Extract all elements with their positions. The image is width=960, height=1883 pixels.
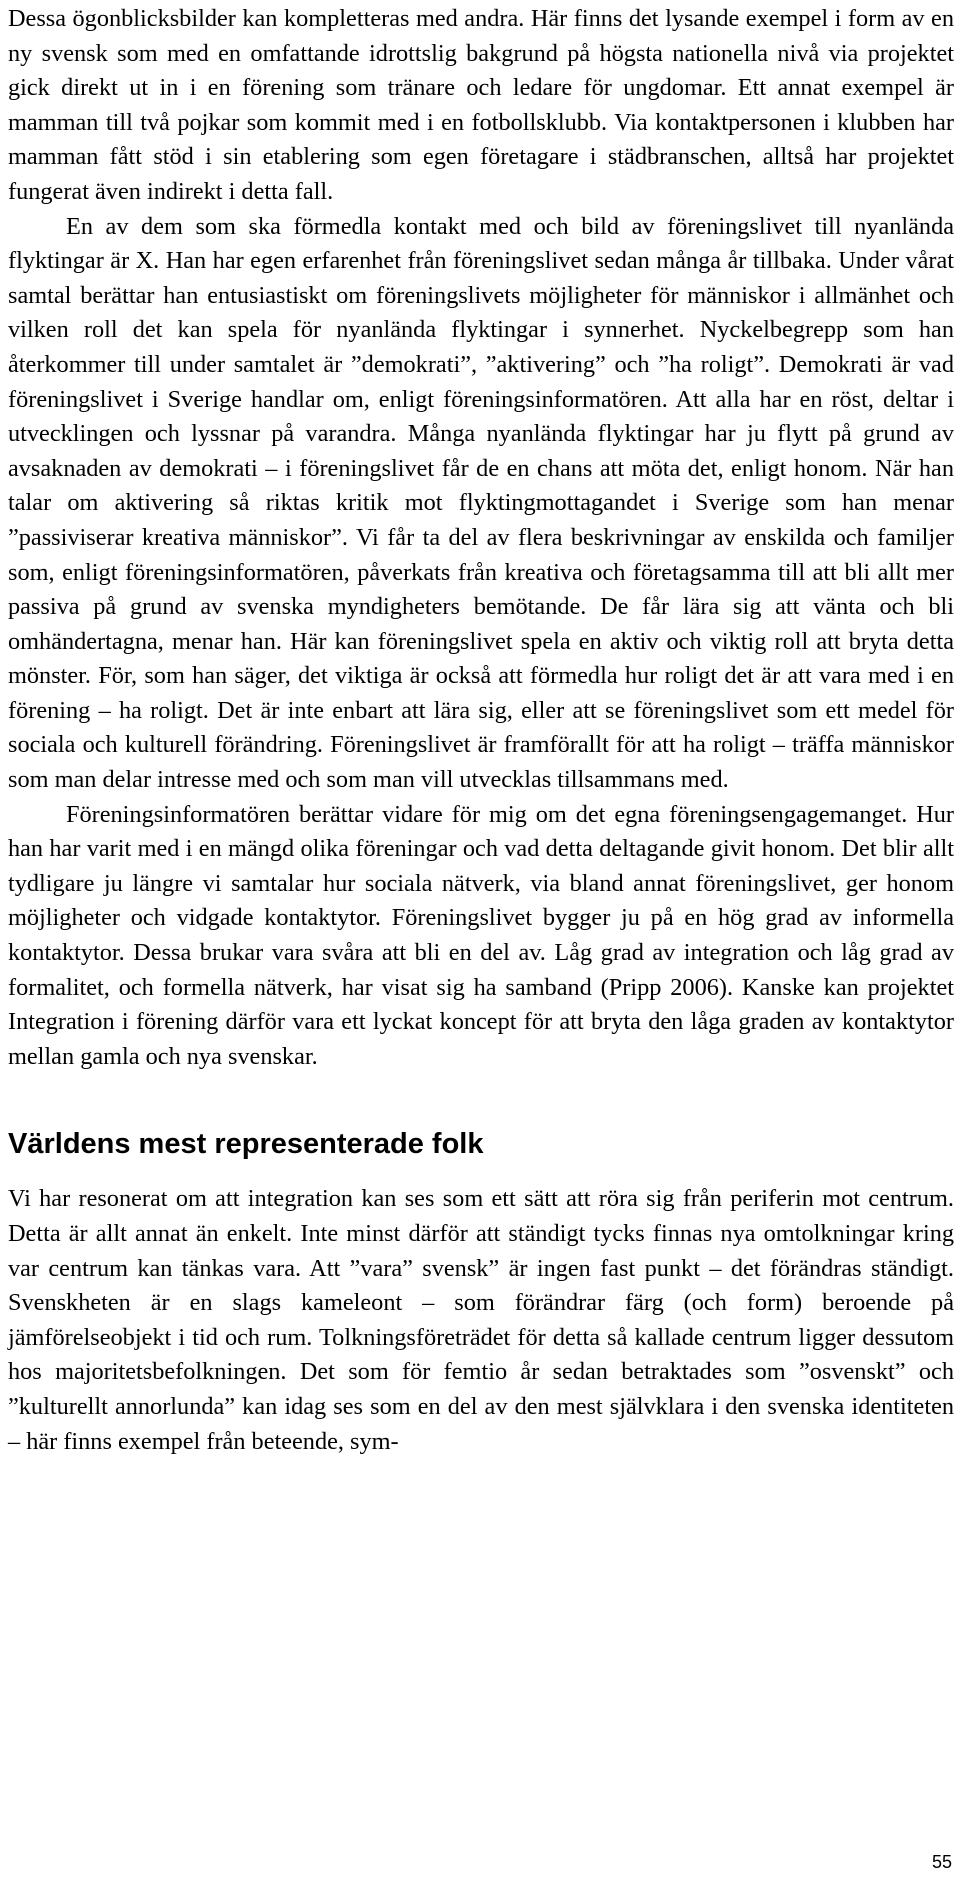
page-number: 55: [931, 1852, 952, 1872]
section-heading: Världens mest representerade folk: [8, 1128, 484, 1161]
body-paragraph-1: Dessa ögonblicksbilder kan kompletteras med andra. Här finns det lysande exempel i form av en ny svensk som med en omfattande idrottslig bakgrund på högsta nationella nivå via projektet gick direkt ut in i en förening som tränare och ledare för ungdomar. Ett annat exempel är mamman till två pojkar som kommit med i en fotbollsklubb. Via kontaktpersonen i klubben har mamman fått stöd i sin etablering som egen företagare i städbranschen, alltså har projektet fungerat även indirekt i detta fall.: [8, 5, 954, 205]
body-paragraph-3: Föreningsinformatören berättar vidare för mig om det egna föreningsengagemanget. Hur han har varit med i en mängd olika föreningar och vad detta deltagande givit honom. Det blir allt tydligare ju längre vi samtalar hur sociala nätverk, via bland annat föreningslivet, ger honom möjligheter och vidgade kontaktytor. Föreningslivet bygger ju på en hög grad av informella kontaktytor. Dessa brukar vara svåra att bli en del av. Låg grad av integration och låg grad av formalitet, och formella nätverk, har visat sig ha samband (Pripp 2006). Kanske kan projektet Integration i förening därför vara ett lyckat koncept för att bryta den låga graden av kontaktytor mellan gamla och nya svenskar.: [8, 800, 954, 1070]
section-spacer: [8, 1074, 954, 1126]
page-body: [8, 2, 954, 1459]
section-paragraph-1: Vi har resonerat om att integration kan ses som ett sätt att röra sig från periferin mot centrum. Detta är allt annat än enkelt. Inte minst därför att ständigt tycks finnas nya omtolkningar kring var centrum kan tänkas vara. Att ”vara” svensk” är ingen fast punkt – det förändras ständigt. Svenskheten är en slags kameleont – som förändrar färg (och form) beroende på jämförelseobjekt i tid och rum. Tolkningsföreträdet för detta så kallade centrum ligger dessutom hos majoritetsbefolkningen. Det som för femtio år sedan betraktades som ”osvenskt” och ”kulturellt annorlunda” kan idag ses som en del av den mest självklara i den svenska identiteten – här finns exempel från beteende, sym-: [8, 1185, 954, 1455]
body-paragraph-2: En av dem som ska förmedla kontakt med och bild av föreningslivet till nyanlända flyktingar är X. Han har egen erfarenhet från föreningslivet sedan många år tillbaka. Under vårat samtal berättar han entusiastiskt om föreningslivets möjligheter för människor i allmänhet och vilken roll det kan spela för nyanlända flyktingar i synnerhet. Nyckelbegrepp som han återkommer till under samtalet är ”demokrati”, ”aktivering” och ”ha roligt”. Demokrati är vad föreningslivet i Sverige handlar om, enligt föreningsinformatören. Att alla har en röst, deltar i utvecklingen och lyssnar på varandra. Många nyanlända flyktingar har ju flytt på grund av avsaknaden av demokrati – i föreningslivet får de en chans att möta det, enligt honom. När han talar om aktivering så riktas kritik mot flyktingmottagandet i Sverige som han menar ”passiviserar kreativa människor”. Vi får ta del av flera beskrivningar av enskilda och familjer som, enligt föreningsinformatören, påverkats från kreativa och företagsamma till att bli allt mer passiva på grund av svenska myndigheters bemötande. De får lära sig att vänta och bli omhändertagna, menar han. Här kan föreningslivet spela en aktiv och viktig roll att bryta detta mönster. För, som han säger, det viktiga är också att förmedla hur roligt det är att vara med i en förening – ha roligt. Det är inte enbart att lära sig, eller att se föreningslivet som ett medel för sociala och kulturell förändring. Föreningslivet är framförallt för att ha roligt – träffa människor som man delar intresse med och som man vill utvecklas tillsammans med.: [8, 212, 954, 794]
